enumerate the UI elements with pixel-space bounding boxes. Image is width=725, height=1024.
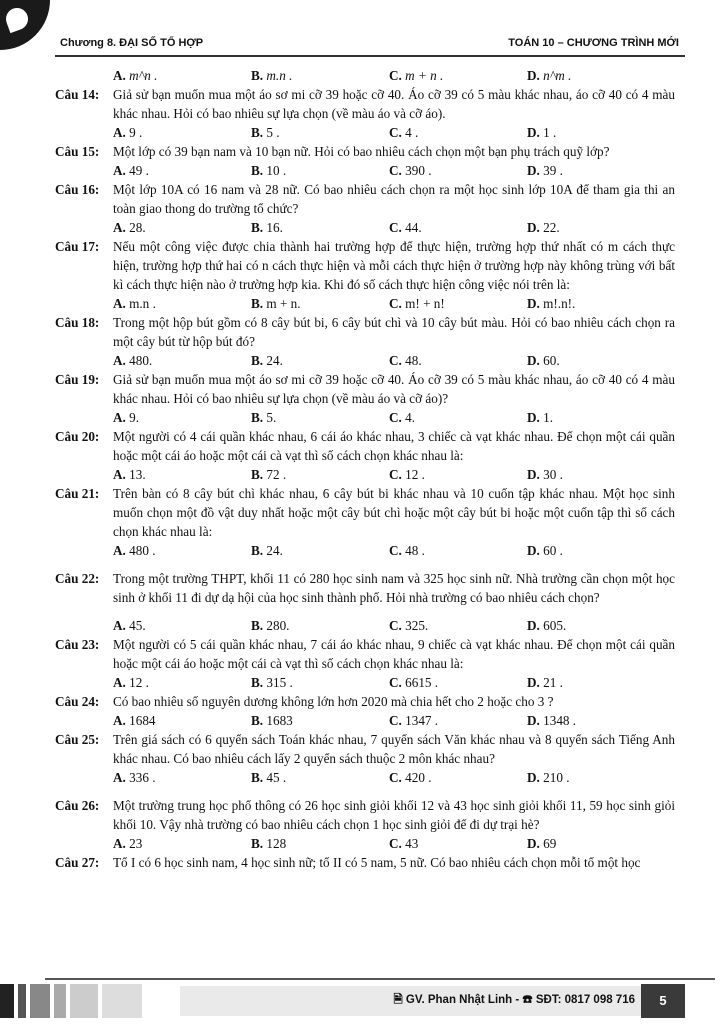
question-number: Câu 16: (55, 182, 100, 197)
option-d: D. 605. (527, 618, 567, 633)
option-c: C. m! + n! (389, 296, 445, 311)
option-c: C. 48. (389, 353, 422, 368)
question-text: Giả sử bạn muốn mua một áo sơ mi cỡ 39 hoặc cỡ 40. Áo cỡ 39 có 5 màu khác nhau, áo cỡ 40 có 4 màu khác nhau. Hỏi có bao nhiêu sự lựa chọn (về màu áo và cỡ áo). (113, 87, 675, 121)
option-b: B. 5. (251, 410, 277, 425)
question (55, 692, 675, 730)
question (55, 560, 675, 635)
page-number: 5 (641, 984, 685, 1018)
chapter-title: Chương 8. ĐẠI SỐ TỔ HỢP (60, 37, 204, 49)
question-text: Có bao nhiêu số nguyên dương không lớn hơn 2020 mà chia hết cho 2 hoặc cho 3 ? (113, 694, 554, 709)
option-c: C. 48 . (389, 543, 425, 558)
option-a: A. m.n . (113, 296, 156, 311)
question-row (55, 484, 675, 541)
author-phone: SĐT: 0817 098 716 (535, 994, 635, 1006)
question-row (55, 313, 675, 351)
option-c: C. 4 . (389, 125, 419, 140)
question-number: Câu 17: (55, 239, 100, 254)
question-row (55, 796, 675, 834)
question-number: Câu 15: (55, 144, 100, 159)
option-row (55, 351, 675, 370)
question-text: Một lớp 10A có 16 nam và 28 nữ. Có bao nhiêu cách chọn ra một học sinh lớp 10A để tham gia thi an toàn giao thong do trường tổ chức? (113, 182, 675, 216)
option-row (55, 768, 675, 787)
option-a: A. 13. (113, 467, 146, 482)
option-b: B. 315 . (251, 675, 293, 690)
question-list (55, 66, 675, 872)
option-row (55, 541, 675, 560)
question-number: Câu 25: (55, 732, 100, 747)
option-c: C. 325. (389, 618, 429, 633)
option-b: B. m.n . (251, 68, 293, 83)
question (55, 370, 675, 427)
question-text: Tổ I có 6 học sinh nam, 4 học sinh nữ; tổ II có 5 nam, 5 nữ. Có bao nhiêu cách chọn mỗi tổ một học (113, 855, 641, 870)
question (55, 142, 675, 180)
phone-icon: ☎ (522, 994, 533, 1006)
option-c: C. 1347 . (389, 713, 439, 728)
document-icon: 🗎 (393, 994, 403, 1006)
option-b: B. 24. (251, 543, 283, 558)
logo-icon (0, 0, 50, 50)
course-title: TOÁN 10 – CHƯƠNG TRÌNH MỚI (508, 37, 679, 49)
option-row (55, 123, 675, 142)
option-d: D. 60. (527, 353, 560, 368)
option-b: B. 128 (251, 836, 287, 851)
option-b: B. 1683 (251, 713, 293, 728)
question-number: Câu 14: (55, 87, 100, 102)
question-row (55, 730, 675, 768)
question-text: Một người có 4 cái quần khác nhau, 6 cái áo khác nhau, 3 chiếc cà vạt khác nhau. Để chọn một cái quần hoặc một cái áo hoặc một cái cà vạt thì số cách chọn khác nhau là: (113, 429, 675, 463)
option-row (55, 711, 675, 730)
option-d: D. 1 . (527, 125, 557, 140)
option-c: C. 4. (389, 410, 416, 425)
option-a: A. 1684 (113, 713, 156, 728)
question-text: Một trường trung học phổ thông có 26 học sinh giỏi khối 12 và 43 học sinh giỏi khối 11, 59 học sinh giỏi khối 10. Vậy nhà trường có bao nhiêu cách chọn 1 học sinh giỏi để đi dự trại hè? (113, 798, 675, 832)
option-d: D. 1. (527, 410, 554, 425)
header-divider (55, 55, 685, 57)
question-row (55, 370, 675, 408)
question-number: Câu 18: (55, 315, 100, 330)
option-b: B. 5 . (251, 125, 280, 140)
question-text: Trên bàn có 8 cây bút chì khác nhau, 6 cây bút bi khác nhau và 10 cuốn tập khác nhau. Một học sinh muốn chọn một đồ vật duy nhất hoặc một cây bút chì hoặc một cây bút bi hoặc một cuốn tập thì số cách chọn khác nhau là: (113, 486, 675, 539)
option-b: B. 45 . (251, 770, 287, 785)
footer (0, 978, 725, 1020)
question-text: Một người có 5 cái quần khác nhau, 7 cái áo khác nhau, 9 chiếc cà vạt khác nhau. Để chọn một cái quần hoặc một cái áo hoặc một cái cà vạt thì số cách chọn khác nhau là: (113, 637, 675, 671)
question (55, 237, 675, 313)
author-name: GV. Phan Nhật Linh (405, 994, 513, 1006)
option-d: D. 22. (527, 220, 560, 235)
option-a: A. 28. (113, 220, 146, 235)
option-b: B. 280. (251, 618, 290, 633)
question-number: Câu 24: (55, 694, 100, 709)
option-c: C. 43 (389, 836, 419, 851)
option-d: D. m!.n!. (527, 296, 576, 311)
option-row (55, 218, 675, 237)
option-a: A. 45. (113, 618, 146, 633)
question (55, 85, 675, 142)
option-row (55, 66, 675, 85)
option-c: C. 390 . (389, 163, 432, 178)
question-row (55, 853, 675, 872)
question (55, 787, 675, 853)
question-text: Một lớp có 39 bạn nam và 10 bạn nữ. Hỏi có bao nhiêu cách chọn một bạn phụ trách quỹ lớp? (113, 144, 610, 159)
question-row (55, 85, 675, 123)
question (55, 730, 675, 787)
option-d: D. 210 . (527, 770, 570, 785)
option-d: D. n^m . (527, 68, 572, 83)
option-row (55, 834, 675, 853)
question-row (55, 427, 675, 465)
option-row (55, 616, 675, 635)
question (55, 180, 675, 237)
option-c: C. m + n . (389, 68, 444, 83)
option-d: D. 21 . (527, 675, 563, 690)
question-row (55, 692, 675, 711)
option-c: C. 12 . (389, 467, 425, 482)
question-number: Câu 26: (55, 798, 100, 813)
option-c: C. 44. (389, 220, 422, 235)
option-a: A. 12 . (113, 675, 149, 690)
question-text: Trong một hộp bút gồm có 8 cây bút bi, 6 cây bút chì và 10 cây bút màu. Hỏi có bao nhiêu cách chọn ra một cây bút từ hộp bút đó? (113, 315, 675, 349)
author-info: 🗎 GV. Phan Nhật Linh - ☎ SĐT: 0817 098 716 (393, 994, 635, 1006)
option-row (55, 408, 675, 427)
question-number: Câu 20: (55, 429, 100, 444)
question-row (55, 180, 675, 218)
option-d: D. 39 . (527, 163, 563, 178)
question-text: Trên giá sách có 6 quyển sách Toán khác nhau, 7 quyển sách Văn khác nhau và 8 quyển sách Tiếng Anh khác nhau. Có bao nhiêu cách lấy 2 quyển sách thuộc 2 môn khác nhau? (113, 732, 675, 766)
option-a: A. 480. (113, 353, 153, 368)
option-a: A. 336 . (113, 770, 156, 785)
footer-decoration (0, 984, 146, 1018)
option-a: A. 49 . (113, 163, 149, 178)
footer-divider (45, 978, 715, 980)
question-text: Nếu một công việc được chia thành hai trường hợp để thực hiện, trường hợp thứ nhất có m cách thực hiện, trường hợp thứ hai có n cách thực hiện và mỗi cách thực hiện ở trường hợp này không trùng với bất kì cách thực hiện nào ở trường hợp kia. Khi đó số cách thực hiện công việc nói trên là: (113, 239, 675, 292)
option-row (55, 465, 675, 484)
question-number: Câu 19: (55, 372, 100, 387)
option-b: B. 16. (251, 220, 283, 235)
option-d: D. 30 . (527, 467, 563, 482)
option-c: C. 6615 . (389, 675, 439, 690)
question (55, 853, 675, 872)
option-b: B. 72 . (251, 467, 287, 482)
question (55, 635, 675, 692)
question-row (55, 237, 675, 294)
option-b: B. m + n. (251, 296, 301, 311)
option-d: D. 1348 . (527, 713, 577, 728)
option-a: A. 9. (113, 410, 140, 425)
question (55, 427, 675, 484)
option-row (55, 294, 675, 313)
question-row (55, 569, 675, 607)
option-b: B. 10 . (251, 163, 287, 178)
question-row (55, 142, 675, 161)
option-d: D. 60 . (527, 543, 563, 558)
question (55, 484, 675, 560)
question-text: Trong một trường THPT, khối 11 có 280 học sinh nam và 325 học sinh nữ. Nhà trường cần chọn một học sinh ở khối 11 đi dự dạ hội của học sinh thành phố. Hỏi nhà trường có bao nhiêu cách chọn? (113, 571, 675, 605)
option-a: A. 9 . (113, 125, 143, 140)
option-d: D. 69 (527, 836, 557, 851)
option-a: A. m^n . (113, 68, 158, 83)
question-number: Câu 27: (55, 855, 100, 870)
question (55, 313, 675, 370)
question-row (55, 635, 675, 673)
question-number: Câu 23: (55, 637, 100, 652)
option-c: C. 420 . (389, 770, 432, 785)
question-number: Câu 22: (55, 571, 100, 586)
option-a: A. 23 (113, 836, 143, 851)
option-row (55, 161, 675, 180)
question-text: Giả sử bạn muốn mua một áo sơ mi cỡ 39 hoặc cỡ 40. Áo cỡ 39 có 5 màu khác nhau, áo cỡ 40 có 4 màu khác nhau. Hỏi có bao nhiêu sự lựa chọn (về màu áo và cỡ áo)? (113, 372, 675, 406)
option-b: B. 24. (251, 353, 283, 368)
question-number: Câu 21: (55, 486, 100, 501)
option-row (55, 673, 675, 692)
option-a: A. 480 . (113, 543, 156, 558)
